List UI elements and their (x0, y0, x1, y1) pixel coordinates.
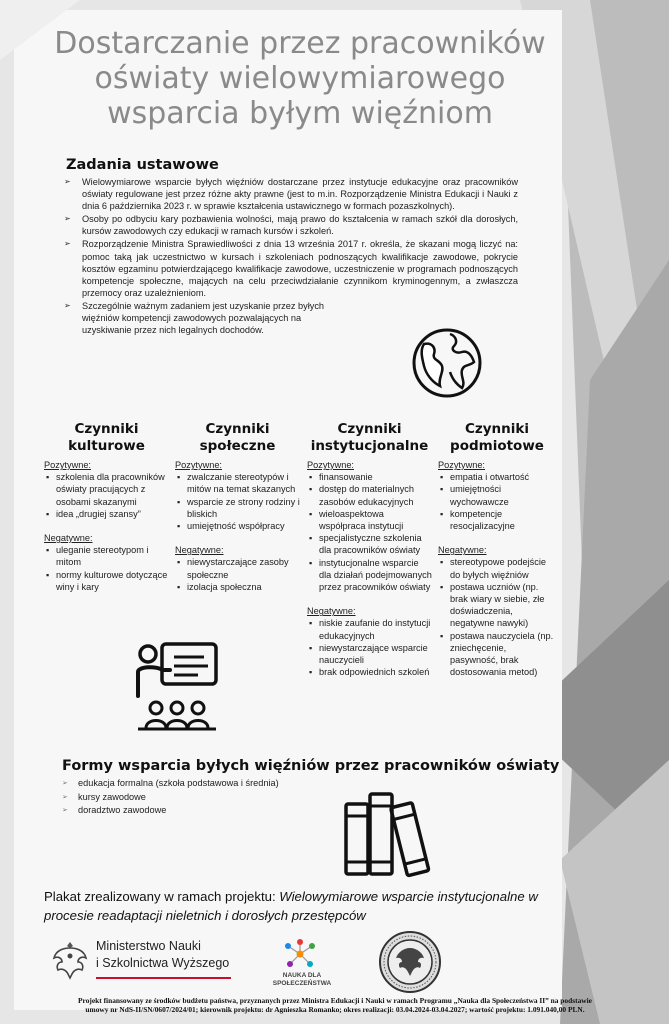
nauka-line: NAUKA DLA (282, 972, 322, 979)
project-info (44, 887, 544, 925)
factor-title (175, 421, 300, 455)
positive-label: Pozytywne: (44, 460, 91, 470)
list-item: ▪ wsparcie ze strony rodziny i bliskich (175, 496, 300, 520)
positive-list (307, 471, 432, 593)
list-item: ➢ doradztwo zawodowe (62, 804, 279, 818)
list-item: ➢ Wielowymiarowe wsparcie byłych więźniów dostarczane przez instytucje edukacyjne oraz pracowników oświaty regulowane jest przez różne akty prawne (jest to m.in. Rozporządzenie Ministra Edukacji i Nauki z dnia 6 października 2023 r. w sprawie kształcenia ustawicznego w formach pozaszkolnych). (64, 176, 518, 212)
title-line: wsparcia byłym więźniom (107, 96, 493, 131)
university-seal-icon (378, 930, 442, 994)
list-item: ▪ zwalczanie stereotypów i mitów na temat skazanych (175, 471, 300, 495)
nauka-logo-icon (282, 938, 318, 970)
list-item: ▪ szkolenia dla pracowników oświaty pracujących z osobami skazanymi (44, 471, 169, 508)
factor-title (307, 421, 432, 455)
ministry-line: Ministerstwo Nauki (96, 939, 201, 953)
positive-list (175, 471, 300, 532)
list-item: ➢ kursy zawodowe (62, 791, 279, 805)
nauka-logo-text (262, 972, 342, 988)
list-item: ➢ edukacja formalna (szkoła podstawowa i średnia) (62, 777, 279, 791)
factor-title (44, 421, 169, 455)
list-item: ▪ specjalistyczne szkolenia dla pracowników oświaty (307, 532, 432, 556)
list-item: ▪ finansowanie (307, 471, 432, 483)
list-item: ▪ brak odpowiednich szkoleń (307, 666, 432, 678)
list-item: ▪ niewystarczające wsparcie nauczycieli (307, 642, 432, 666)
factor-title-line: Czynniki (74, 421, 139, 437)
page-title (40, 26, 560, 131)
negative-list (44, 544, 169, 593)
project-prefix: Plakat zrealizowany w ramach projektu: (44, 889, 280, 904)
factor-column-subjective (438, 421, 556, 678)
factor-title-line: kulturowe (68, 438, 145, 454)
factor-title (438, 421, 556, 455)
list-item: ▪ kompetencje resocjalizacyjne (438, 508, 556, 532)
footer-funding (20, 996, 650, 1014)
list-item: ▪ izolacja społeczna (175, 581, 300, 593)
title-line: Dostarczanie przez pracowników (54, 26, 546, 61)
positive-label: Pozytywne: (438, 460, 485, 470)
list-item: ➢ Osoby po odbyciu kary pozbawienia wolności, mają prawo do kształcenia w ramach szkół dla dorosłych, kursów zawodowych czy edukacji w ramach kursów i szkoleń. (64, 213, 518, 237)
list-item: ▪ wieloaspektowa współpraca instytucji (307, 508, 432, 532)
factor-column-cultural (44, 421, 169, 593)
negative-label: Negatywne: (175, 545, 224, 556)
negative-label: Negatywne: (438, 545, 487, 556)
ministry-logo-text (96, 938, 229, 972)
negative-label: Negatywne: (307, 606, 356, 617)
list-item: ▪ niewystarczające zasoby społeczne (175, 556, 300, 580)
factor-title-line: Czynniki (337, 421, 402, 437)
list-item: ▪ idea „drugiej szansy” (44, 508, 169, 520)
negative-list (307, 617, 432, 678)
tasks-list (64, 176, 518, 337)
books-icon (342, 790, 434, 878)
positive-label: Pozytywne: (307, 460, 354, 470)
positive-list (44, 471, 169, 520)
factor-title-line: Czynniki (464, 421, 530, 437)
title-line: oświaty wielowymiarowego (94, 61, 506, 96)
nauka-line: SPOŁECZEŃSTWA (272, 980, 332, 987)
forms-heading: Formy wsparcia byłych więźniów przez pracowników oświaty (62, 758, 560, 774)
negative-label: Negatywne: (44, 533, 93, 544)
globe-icon (410, 326, 484, 400)
factor-column-institutional (307, 421, 432, 678)
factor-title-line: instytucjonalne (310, 438, 429, 454)
positive-label: Pozytywne: (175, 460, 222, 470)
negative-list (175, 556, 300, 593)
positive-list (438, 471, 556, 532)
factor-title-line: podmiotowe (450, 438, 544, 454)
negative-list (438, 556, 556, 678)
list-item: ▪ umiejętność współpracy (175, 520, 300, 532)
list-item: ▪ niskie zaufanie do instytucji edukacyjnych (307, 617, 432, 641)
list-item: ▪ empatia i otwartość (438, 471, 556, 483)
forms-list (62, 777, 279, 818)
list-item: ▪ uleganie stereotypom i mitom (44, 544, 169, 568)
ministry-line: i Szkolnictwa Wyższego (96, 956, 230, 970)
list-item: ▪ postawa nauczyciela (np. zniechęcenie, pasywność, brak dostosowania metod) (438, 630, 556, 679)
eagle-emblem-icon (50, 938, 90, 982)
footer-line: umowy nr NdS-II/SN/0607/2024/01; kierownik projektu: dr Agnieszka Romanko; okres realizacji: 03.04.2024-03.04.2027; wartość projektu: 1.091.040,00 PLN. (85, 1005, 585, 1015)
footer-line: Projekt finansowany ze środków budżetu państwa, przyznanych przez Ministra Edukacji i Nauki w ramach Programu „Nauka dla Społeczeństwa II” na podstawie (78, 996, 592, 1005)
tasks-heading: Zadania ustawowe (66, 157, 219, 173)
list-item: ▪ dostęp do materialnych zasobów edukacyjnych (307, 483, 432, 507)
project-name: Wielowymiarowe wsparcie instytucjonalne w procesie readaptacji nieletnich i dorosłych przestępców (44, 889, 538, 923)
list-item: ▪ instytucjonalne wsparcie dla działań podejmowanych przez pracowników oświaty (307, 557, 432, 594)
list-item: ▪ postawa uczniów (np. brak wiary w siebie, złe doświadczenia, negatywne nawyki) (438, 581, 556, 630)
factor-title-line: społeczne (199, 438, 276, 454)
ministry-underline (96, 977, 231, 979)
list-item: ▪ stereotypowe podejście do byłych więźniów (438, 556, 556, 580)
list-item: ➢ Szczególnie ważnym zadaniem jest uzyskanie przez byłych więźniów kompetencji zawodowych pozwalających na uzyskiwanie przez nich legalnych dochodów. (64, 300, 352, 336)
list-item: ➢ Rozporządzenie Ministra Sprawiedliwości z dnia 13 września 2017 r. określa, że skazani mogą liczyć na: pomoc taką jak uczestnictwo w kursach i szkoleniach podnoszących kwalifikacje zawodowe, pokrycie kosztów egzaminu potwierdzającego kwalifikacje zawodowe, uczestniczenie w programach podnoszących kompetencje społeczne, mających na celu przeciwdziałanie czynnikom kryminogennym, a zwłaszcza przemocy oraz uzależnieniom. (64, 238, 518, 298)
factor-column-social (175, 421, 300, 593)
factor-title-line: Czynniki (205, 421, 270, 437)
list-item: ▪ normy kulturowe dotyczące winy i kary (44, 569, 169, 593)
teacher-icon (134, 640, 220, 732)
list-item: ▪ umiejętności wychowawcze (438, 483, 556, 507)
